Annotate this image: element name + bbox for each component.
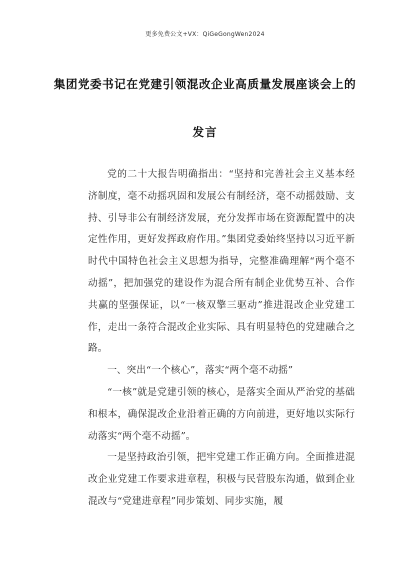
document-title-line-1: 集团党委书记在党建引领混改企业高质量发展座谈会上的 [53, 77, 357, 91]
document-body [88, 164, 355, 513]
body-paragraph-political-guidance: 一是坚持政治引领，把牢党建工作正确方向。全面推进混改企业党建工作要求进章程，积极与民营股东沟通，做到企业混改与“党建进章程”同步策划、同步实施，履 [88, 452, 355, 507]
document-title-line-2: 发言 [192, 125, 218, 139]
header-watermark-note: 更多免费公文+VX：QiGeGongWen2024 [145, 31, 265, 38]
body-paragraph-intro: 党的二十大报告明确指出：“坚持和完善社会主义基本经济制度，毫不动摇巩固和发展公有制经济，毫不动摇鼓励、支持、引导非公有制经济发展，充分发挥市场在资源配置中的决定性作用，更好发挥政府作用。”集团党委始终坚持以习近平新时代中国特色社会主义思想为指导，完整准确理解“两个毫不动摇”，把加强党的建设作为混合所有制企业优势互补、合作共赢的坚强保证，以“一核双擎三驱动”推进混改企业党建工作，走出一条符合混改企业实际、具有明显特色的党建融合之路。 [88, 169, 355, 355]
section-heading-one: 一、突出“一个核心”，落实“两个毫不动摇” [107, 365, 294, 377]
body-paragraph-core: “一核”就是党建引领的核心，是落实全面从严治党的基础和根本，确保混改企业沿着正确的方向前进，更好地以实际行动落实“两个毫不动摇”。 [88, 386, 355, 442]
